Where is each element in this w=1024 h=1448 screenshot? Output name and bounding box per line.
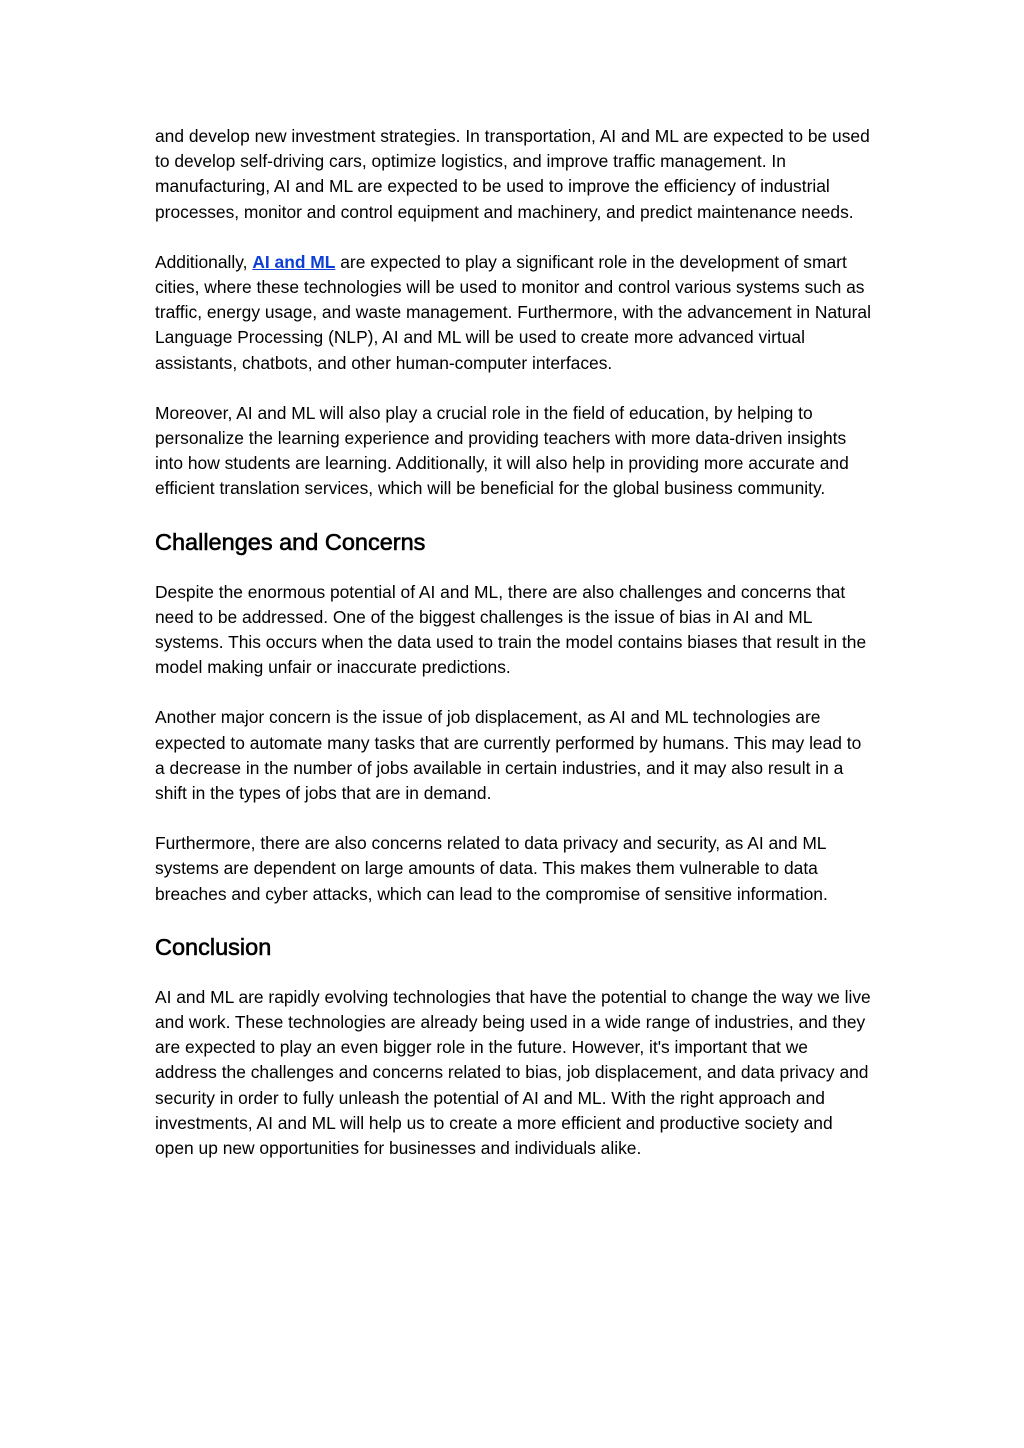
heading-challenges: Challenges and Concerns — [155, 528, 426, 555]
paragraph-conclusion: AI and ML are rapidly evolving technologies that have the potential to change the way we live and work. These technologies are already being used in a wide range of industries, and they are expected to play an even bigger role in the future. However, it's important that we address the challenges and concerns related to bias, job displacement, and data privacy and security in order to fully unleash the potential of AI and ML. With the right approach and investments, AI and ML will help us to create a more efficient and productive society and open up new opportunities for businesses and individuals alike. — [155, 986, 871, 1159]
paragraph-investment-transportation-manufacturing: and develop new investment strategies. In transportation, AI and ML are expected to be used to develop self-driving cars, optimize logistics, and improve traffic management. In manufacturing, AI and ML are expected to be used to improve the efficiency of industrial processes, monitor and control equipment and machinery, and predict maintenance needs. — [155, 126, 870, 222]
heading-conclusion: Conclusion — [155, 933, 272, 960]
paragraph-smart-cities-intro: Additionally, — [155, 251, 253, 272]
paragraph-smart-cities — [155, 250, 871, 376]
document-page — [155, 124, 871, 1161]
paragraph-job-displacement: Another major concern is the issue of job displacement, as AI and ML technologies are expected to automate many tasks that are currently performed by humans. This may lead to a decrease in the number of jobs available in certain industries, and it may also result in a shift in the types of jobs that are in demand. — [155, 707, 862, 804]
ai-and-ml-link[interactable]: AI and ML — [252, 251, 336, 272]
paragraph-bias: Despite the enormous potential of AI and ML, there are also challenges and concerns that need to be addressed. One of the biggest challenges is the issue of bias in AI and ML systems. This occurs when the data used to train the model contains biases that result in the model making unfair or inaccurate predictions. — [155, 581, 867, 678]
paragraph-smart-cities-body: are expected to play a significant role in the development of smart cities, where these technologies will be used to monitor and control various systems such as traffic, energy usage, and waste management. Furthermore, with the advancement in Natural Language Processing (NLP), AI and ML will be used to create more advanced virtual assistants, chatbots, and other human-computer interfaces. — [155, 251, 871, 373]
paragraph-education: Moreover, AI and ML will also play a crucial role in the field of education, by helping to personalize the learning experience and providing teachers with more data-driven insights into how students are learning. Additionally, it will also help in providing more accurate and efficient translation services, which will be beneficial for the global business community. — [155, 402, 849, 499]
paragraph-data-privacy: Furthermore, there are also concerns related to data privacy and security, as AI and ML systems are dependent on large amounts of data. This makes them vulnerable to data breaches and cyber attacks, which can lead to the compromise of sensitive information. — [155, 833, 828, 904]
